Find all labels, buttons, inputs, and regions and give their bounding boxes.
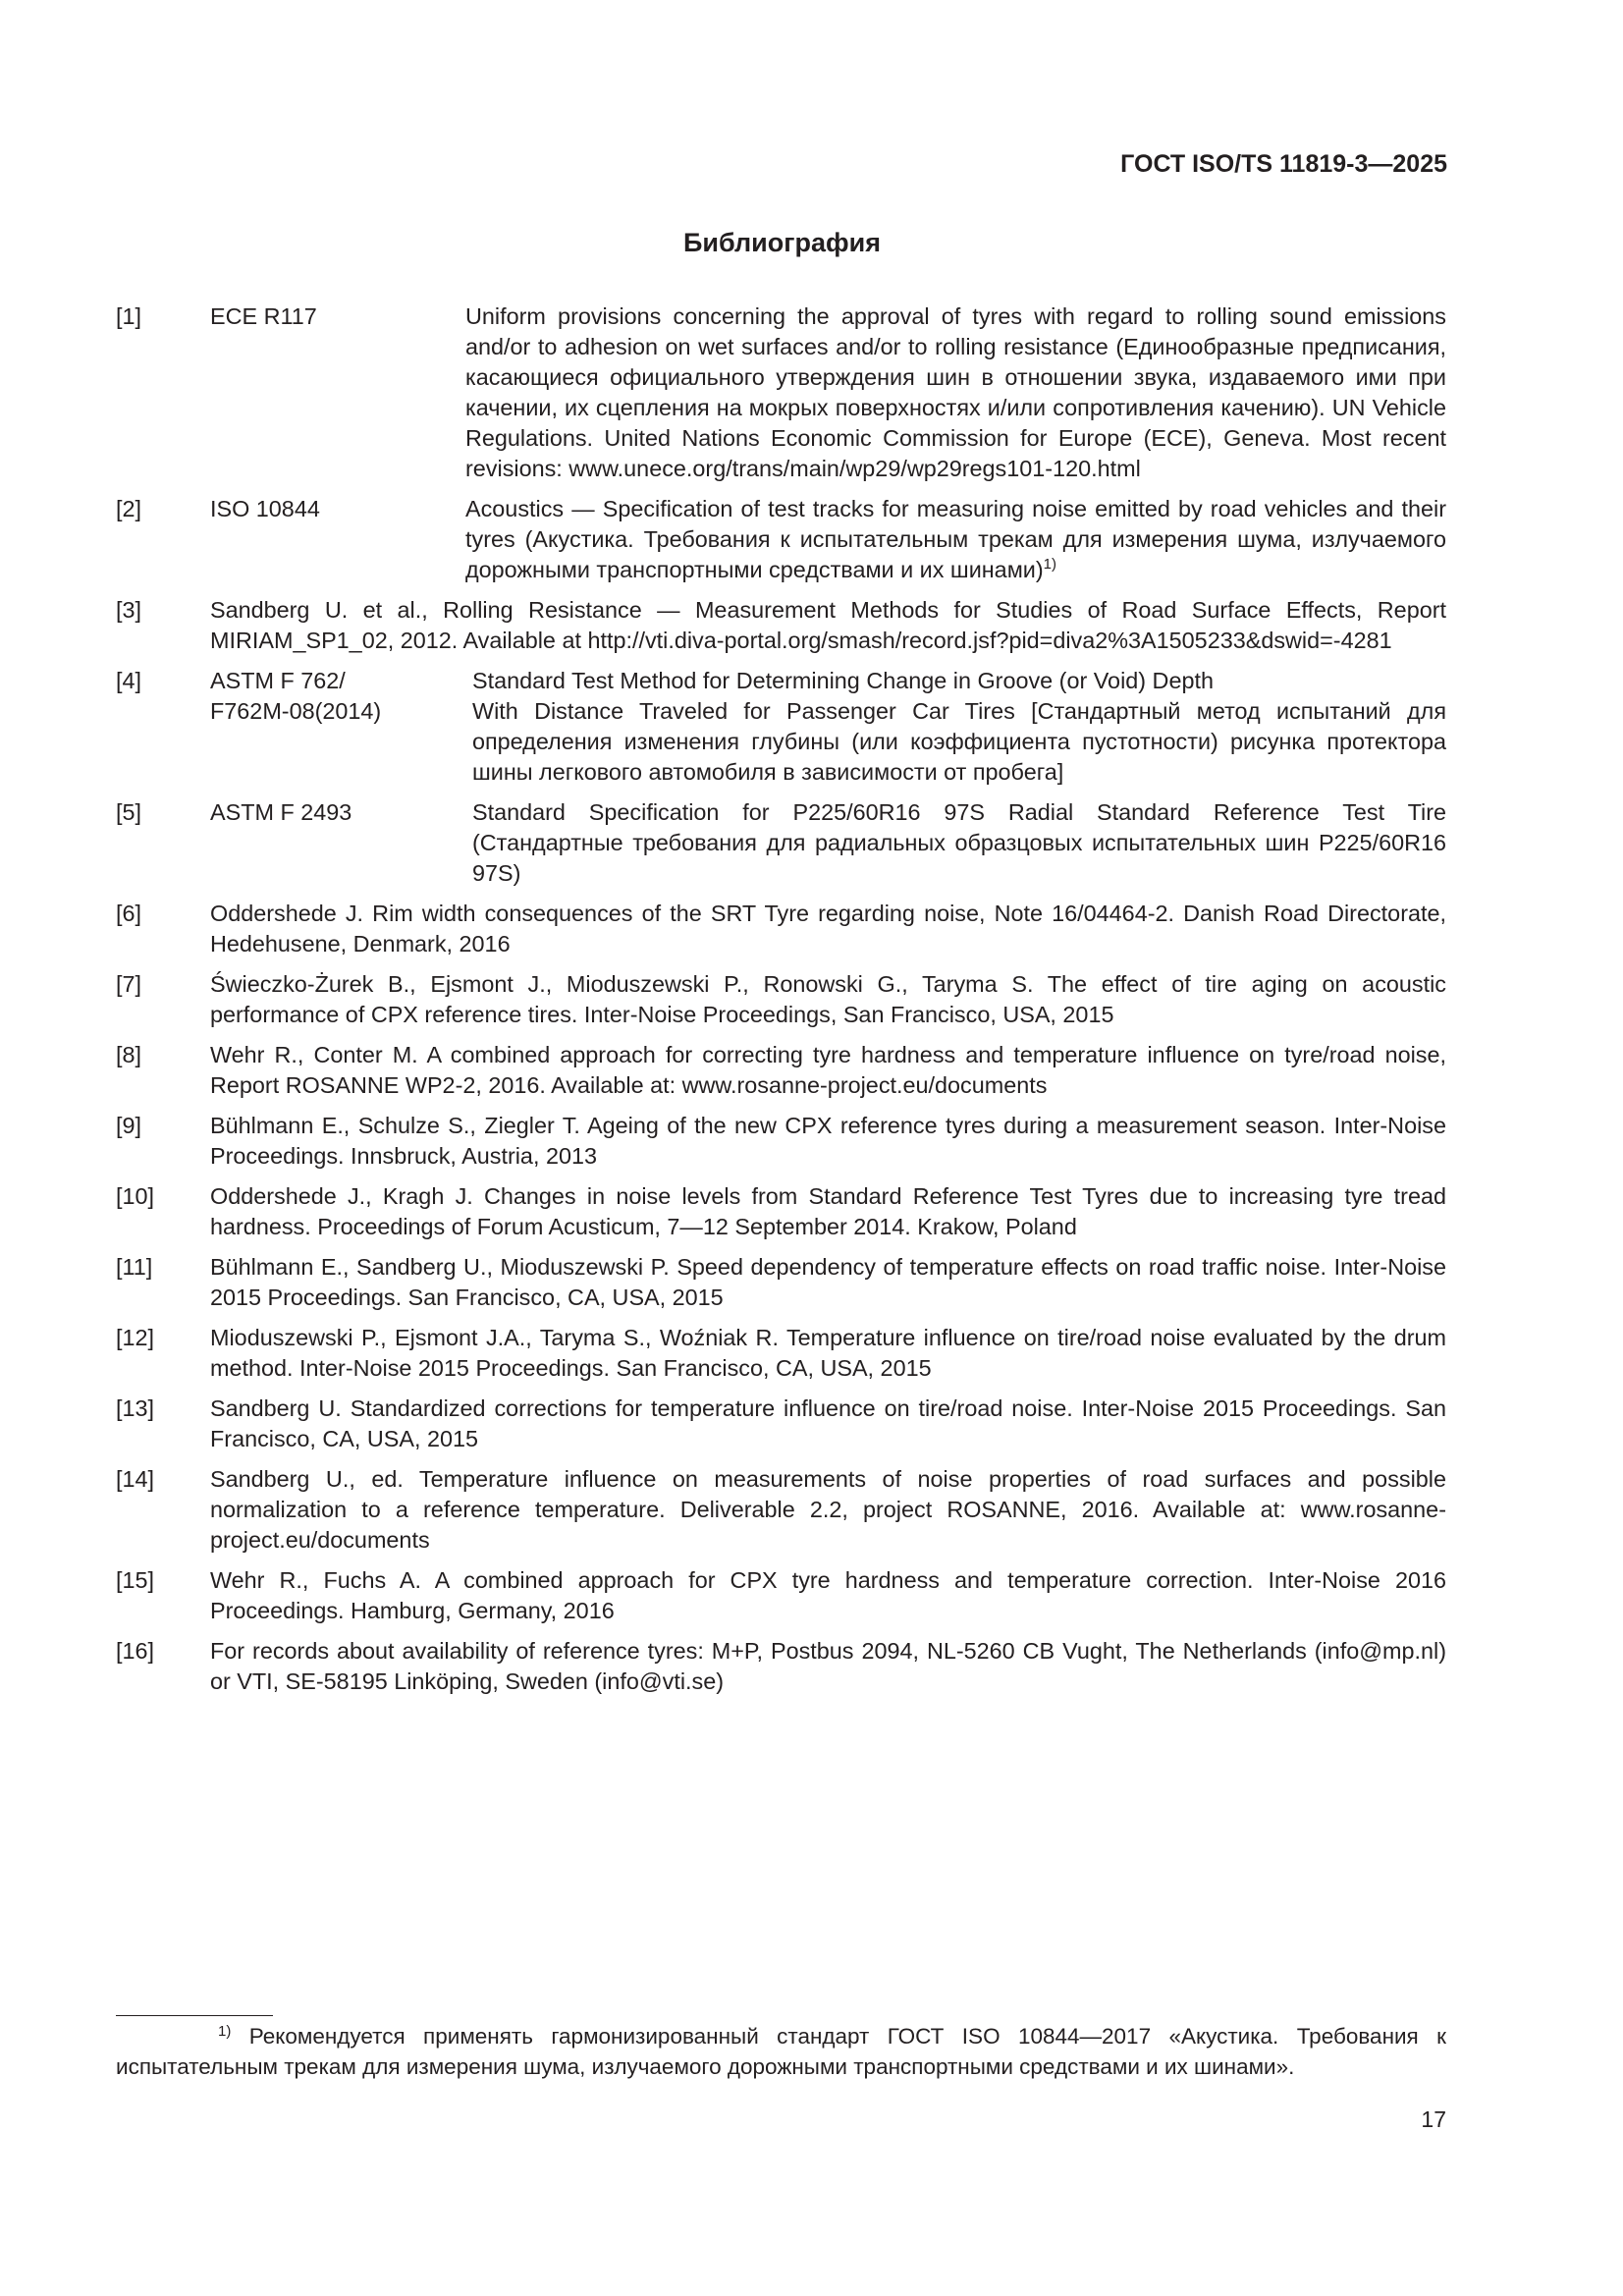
entry-number: [10] — [116, 1183, 155, 1209]
entry-number: [9] — [116, 1113, 142, 1138]
entry-code: ASTM F 2493 — [210, 799, 352, 825]
entry-text — [472, 666, 1446, 788]
entry-text: Wehr R., Fuchs A. A combined approach for CPX tyre hardness and temperature correction. Inter-Noise 2016 Proceedings. Hamburg, Germany, 2016 — [210, 1567, 1446, 1623]
document-standard-header: ГОСТ ISO/TS 11819-3—2025 — [1120, 150, 1447, 178]
entry-text-rest: With Distance Traveled for Passenger Car Tires [Стандартный метод испытаний для определения изменения глубины (или коэффициента пустотности) рисунка протектора шины легкового автомобиля в зависимости от пробега] — [472, 698, 1446, 785]
entry-number: [3] — [116, 597, 142, 623]
bibliography-entry-2 — [116, 494, 1446, 585]
entry-text: Standard Specification for P225/60R16 97S Radial Standard Reference Test Tire (Стандартные требования для радиальных образцовых испытательных шин P225/60R16 97S) — [472, 799, 1446, 886]
entry-text: Wehr R., Conter M. A combined approach for correcting tyre hardness and temperature influence on tyre/road noise, Report ROSANNE WP2-2, 2016. Available at: www.rosanne-project.eu/documents — [210, 1042, 1446, 1098]
bibliography-title: Библиография — [683, 228, 881, 257]
entry-text-line-1: Standard Test Method for Determining Change in Groove (or Void) Depth — [472, 668, 1214, 693]
entry-text: For records about availability of reference tyres: M+P, Postbus 2094, NL-5260 CB Vught, The Netherlands (info@mp.nl) or VTI, SE-58195 Linköping, Sweden (info@vti.se) — [210, 1638, 1446, 1694]
bibliography-entry-8 — [116, 1040, 1446, 1101]
entry-number: [13] — [116, 1395, 155, 1421]
entry-text: Sandberg U., ed. Temperature influence on measurements of noise properties of road surfaces and possible normalization to a reference temperature. Deliverable 2.2, project ROSANNE, 2016. Available at: www.rosanne-project.eu/documents — [210, 1466, 1446, 1553]
entry-text: Bühlmann E., Schulze S., Ziegler T. Ageing of the new CPX reference tyres during a measurement season. Inter-Noise Proceedings. Innsbruck, Austria, 2013 — [210, 1113, 1446, 1169]
bibliography-entry-9 — [116, 1111, 1446, 1172]
footnote-separator — [116, 2015, 273, 2016]
bibliography-entry-1 — [116, 301, 1446, 484]
footnote-reference[interactable]: 1) — [1043, 556, 1056, 574]
entry-text: Oddershede J., Kragh J. Changes in noise levels from Standard Reference Test Tyres due to increasing tyre tread hardness. Proceedings of Forum Acusticum, 7—12 September 2014. Krakow, Poland — [210, 1183, 1446, 1239]
bibliography-entry-12 — [116, 1323, 1446, 1384]
bibliography-entry-6 — [116, 899, 1446, 959]
bibliography-list — [116, 301, 1446, 1707]
footnote-text: Рекомендуется применять гармонизированный стандарт ГОСТ ISO 10844—2017 «Акустика. Требования к испытательным трекам для измерения шума, излучаемого дорожными транспортными средствами и их шинами». — [116, 2024, 1446, 2079]
entry-number: [7] — [116, 971, 142, 997]
entry-number: [4] — [116, 668, 142, 693]
entry-number: [16] — [116, 1638, 155, 1664]
entry-number: [2] — [116, 496, 142, 521]
bibliography-entry-4 — [116, 666, 1446, 788]
entry-number: [14] — [116, 1466, 155, 1492]
entry-text — [465, 494, 1446, 585]
bibliography-entry-16 — [116, 1636, 1446, 1697]
footnote-mark: 1) — [218, 2022, 232, 2040]
entry-code: ECE R117 — [210, 303, 317, 329]
entry-code-line-1: ASTM F 762/ — [210, 668, 346, 693]
entry-text: Świeczko-Żurek B., Ejsmont J., Mioduszewski P., Ronowski G., Taryma S. The effect of tire aging on acoustic performance of CPX reference tires. Inter-Noise Proceedings, San Francisco, USA, 2015 — [210, 971, 1446, 1027]
bibliography-entry-14 — [116, 1464, 1446, 1556]
bibliography-entry-7 — [116, 969, 1446, 1030]
footnote — [116, 2021, 1446, 2082]
entry-code — [210, 666, 446, 727]
entry-number: [8] — [116, 1042, 142, 1067]
entry-number: [5] — [116, 799, 142, 825]
entry-text: Sandberg U. Standardized corrections for temperature influence on tire/road noise. Inter-Noise 2015 Proceedings. San Francisco, CA, USA, 2015 — [210, 1395, 1446, 1451]
entry-code-line-2: F762M-08(2014) — [210, 698, 382, 724]
page-number: 17 — [1421, 2106, 1446, 2132]
entry-number: [11] — [116, 1254, 153, 1280]
entry-number: [1] — [116, 303, 142, 329]
bibliography-entry-13 — [116, 1394, 1446, 1454]
entry-text: Bühlmann E., Sandberg U., Mioduszewski P. Speed dependency of temperature effects on road traffic noise. Inter-Noise 2015 Proceedings. San Francisco, CA, USA, 2015 — [210, 1254, 1446, 1310]
entry-text: Uniform provisions concerning the approval of tyres with regard to rolling sound emissions and/or to adhesion on wet surfaces and/or to rolling resistance (Единообразные предписания, касающиеся официального утверждения шин в отношении звука, издаваемого ими при качении, их сцепления на мокрых поверхностях и/или сопротивления качению). UN Vehicle Regulations. United Nations Economic Commission for Europe (ECE), Geneva. Most recent revisions: www.unece.org/trans/main/wp29/wp29regs101-120.html — [465, 303, 1446, 481]
entry-text-content: Acoustics — Specification of test tracks for measuring noise emitted by road vehicles and their tyres (Акустика. Требования к испытательным трекам для измерения шума, излучаемого дорожными транспортными средствами и их шинами) — [465, 496, 1446, 582]
entry-number: [12] — [116, 1325, 155, 1350]
bibliography-entry-10 — [116, 1181, 1446, 1242]
bibliography-entry-3 — [116, 595, 1446, 656]
bibliography-entry-11 — [116, 1252, 1446, 1313]
entry-text: Mioduszewski P., Ejsmont J.A., Taryma S., Woźniak R. Temperature influence on tire/road noise evaluated by the drum method. Inter-Noise 2015 Proceedings. San Francisco, CA, USA, 2015 — [210, 1325, 1446, 1381]
entry-number: [6] — [116, 901, 142, 926]
entry-number: [15] — [116, 1567, 155, 1593]
entry-code: ISO 10844 — [210, 496, 320, 521]
bibliography-entry-5 — [116, 797, 1446, 889]
bibliography-entry-15 — [116, 1565, 1446, 1626]
entry-text: Oddershede J. Rim width consequences of the SRT Tyre regarding noise, Note 16/04464-2. Danish Road Directorate, Hedehusene, Denmark, 2016 — [210, 901, 1446, 957]
entry-text: Sandberg U. et al., Rolling Resistance — Measurement Methods for Studies of Road Surface Effects, Report MIRIAM_SP1_02, 2012. Available at http://vti.diva-portal.org/smash/record.jsf?pid=diva2%3A1505233&dswid=-4281 — [210, 597, 1446, 653]
